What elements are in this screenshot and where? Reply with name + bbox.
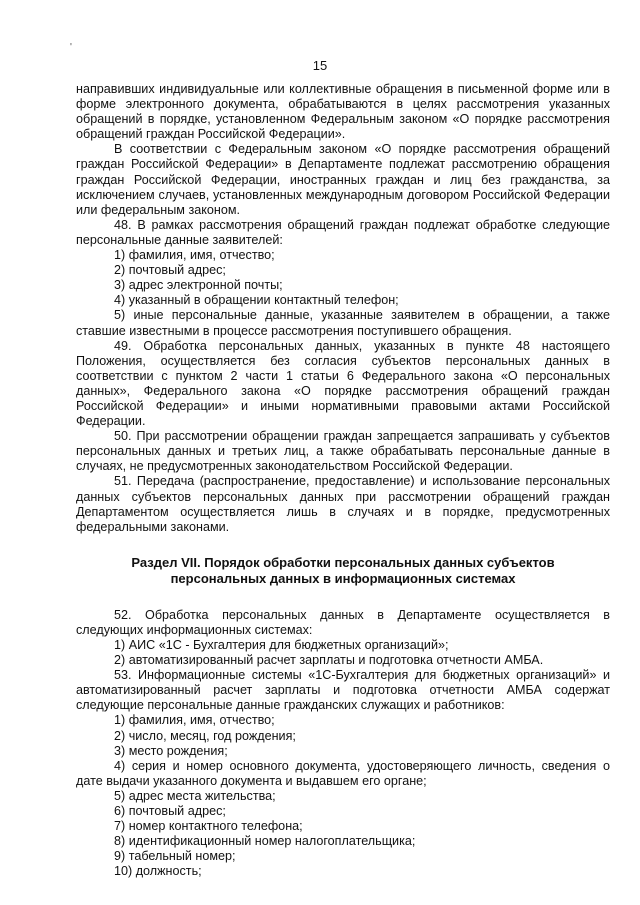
list-item: 2) почтовый адрес; — [114, 263, 226, 278]
list-item: 1) АИС «1С - Бухгалтерия для бюджетных организаций»; — [114, 638, 449, 652]
list-item: 4) указанный в обращении контактный телефон; — [114, 293, 399, 308]
paragraph: 52. Обработка персональных данных в Департаменте осуществляется в следующих информационных системах: — [76, 607, 610, 637]
paragraph: 5) иные персональные данные, указанные заявителем в обращении, а также ставшие известными в процессе рассмотрения поступившего обращения. — [76, 308, 610, 338]
list-item: 7) номер контактного телефона; — [114, 819, 303, 834]
list-item: 3) адрес электронной почты; — [114, 278, 283, 293]
paragraph: 49. Обработка персональных данных, указанных в пункте 48 настоящего Положения, осуществляется без согласия субъектов персональных данных в соответствии с пунктом 2 части 1 статьи 6 Федерального закона «О персональных данных», Федерального закона «О порядке рассмотрения обращений граждан Российской Федерации» и иными нормативными правовыми актами Российской Федерации. — [76, 338, 610, 429]
paragraph: направивших индивидуальные или коллективные обращения в письменной форме или в форме электронного документа, обрабатываются в целях рассмотрения указанных обращений в порядке, установленном Федеральным законом «О порядке рассмотрения обращений граждан Российской Федерации». — [76, 82, 610, 142]
section-heading — [76, 555, 610, 587]
scan-mark: ' — [70, 42, 72, 53]
paragraph: 53. Информационные системы «1С-Бухгалтерия для бюджетных организаций» и автоматизированный расчет зарплаты и подготовка отчетности АМБА содержат следующие персональные данные гражданских служащих и работников: — [76, 668, 610, 713]
list-item: 2) автоматизированный расчет зарплаты и подготовка отчетности АМБА. — [114, 653, 544, 668]
section-heading-line-1: Раздел VII. Порядок обработки персональных данных субъектов — [131, 554, 555, 570]
list-item: 3) место рождения; — [114, 743, 228, 758]
list-item: 10) должность; — [114, 864, 202, 879]
list-item: 6) почтовый адрес; — [114, 804, 226, 819]
paragraph: 50. При рассмотрении обращении граждан запрещается запрашивать у субъектов персональных данных и третьих лиц, а также обрабатывать персональные данные в случаях, не предусмотренных законодательством Российской Федерации. — [76, 429, 610, 474]
document-body — [76, 82, 610, 880]
paragraph: 51. Передача (распространение, предоставление) и использование персональных данных субъектов персональных данных при рассмотрении обращений граждан Департаментом осуществляется лишь в случаях и в порядке, предусмотренных федеральными законами. — [76, 474, 610, 534]
paragraph: 48. В рамках рассмотрения обращений граждан подлежат обработке следующие персональные данные заявителей: — [76, 217, 610, 247]
section-heading-line-2: персональных данных в информационных системах — [170, 570, 516, 586]
list-item: 9) табельный номер; — [114, 849, 236, 864]
paragraphs-before-section — [76, 82, 610, 535]
page-number: 15 — [312, 58, 328, 73]
list-item: 1) фамилия, имя, отчество; — [114, 713, 275, 728]
list-item: 2) число, месяц, год рождения; — [114, 728, 296, 743]
list-item: 8) идентификационный номер налогоплательщика; — [114, 834, 416, 849]
list-item: 5) адрес места жительства; — [114, 788, 276, 803]
list-item: 1) фамилия, имя, отчество; — [114, 248, 275, 263]
paragraph: 4) серия и номер основного документа, удостоверяющего личность, сведения о дате выдачи указанного документа и выдавшем его органе; — [76, 758, 610, 788]
paragraph: В соответствии с Федеральным законом «О порядке рассмотрения обращений граждан Российской Федерации» в Департаменте подлежат рассмотрению обращения граждан Российской Федерации, иностранных граждан и лиц без гражданства, за исключением случаев, установленных международным договором Российской Федерации или федеральным законом. — [76, 142, 610, 217]
paragraphs-after-section — [76, 608, 610, 880]
